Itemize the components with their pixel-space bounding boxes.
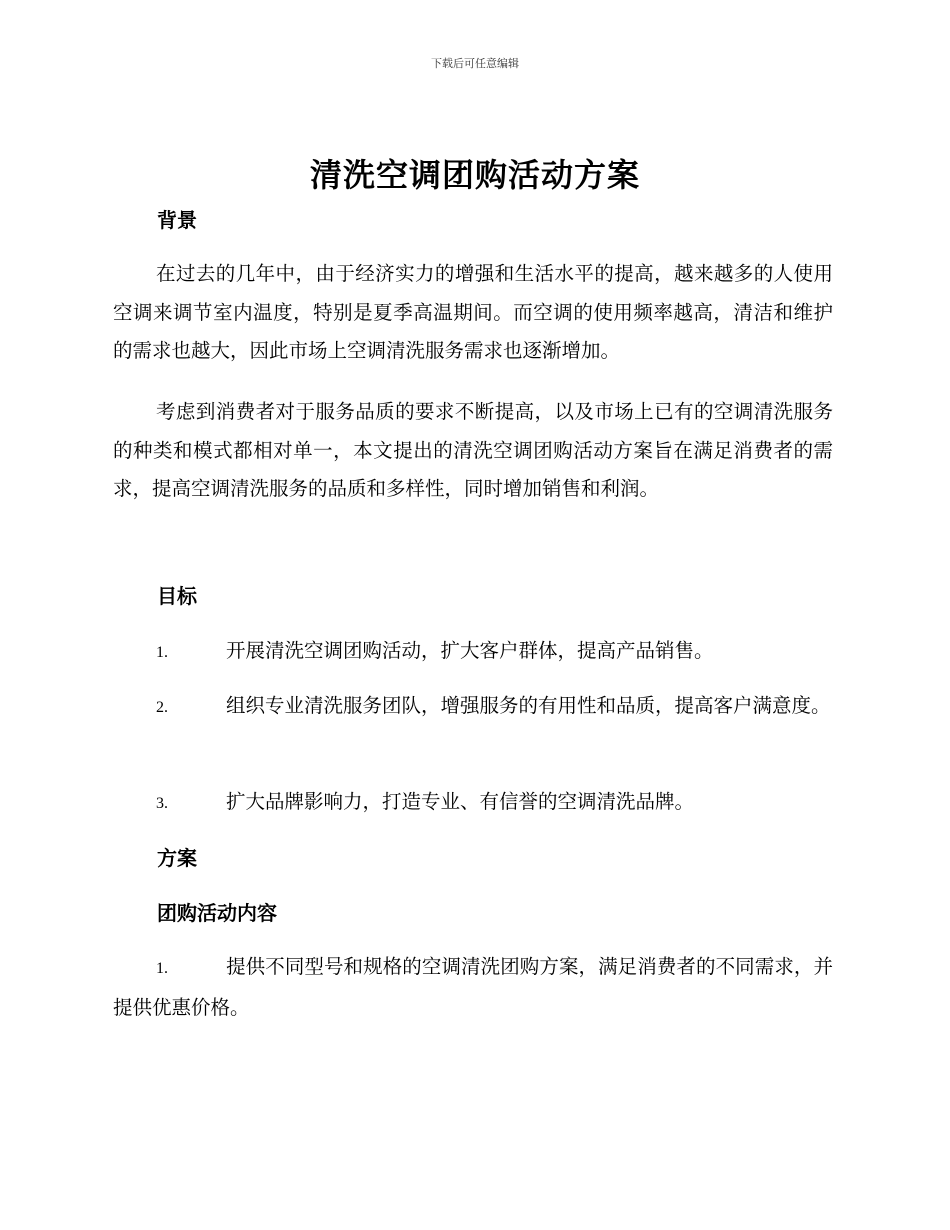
plan-text: 提供不同型号和规格的空调清洗团购方案，满足消费者的不同需求，并提供优惠价格。 <box>113 955 833 1019</box>
section-heading-background: 背景 <box>157 208 197 232</box>
goal-text: 扩大品牌影响力，打造专业、有信誉的空调清洗品牌。 <box>226 790 695 813</box>
goal-number: 1. <box>156 644 168 661</box>
plan-number: 1. <box>156 960 168 977</box>
section-heading-plan: 方案 <box>157 846 197 870</box>
goal-number: 2. <box>156 699 168 716</box>
goal-item <box>113 632 833 673</box>
goal-number: 3. <box>156 795 168 812</box>
background-paragraph-2: 考虑到消费者对于服务品质的要求不断提高，以及市场上已有的空调清洗服务的种类和模式都相对单一，本文提出的清洗空调团购活动方案旨在满足消费者的需求，提高空调清洗服务的品质和多样性，同时增加销售和利润。 <box>113 400 833 500</box>
background-paragraph-1: 在过去的几年中，由于经济实力的增强和生活水平的提高，越来越多的人使用空调来调节室内温度，特别是夏季高温期间。而空调的使用频率越高，清洁和维护的需求也越大，因此市场上空调清洗服务需求也逐渐增加。 <box>113 262 833 362</box>
document-title: 清洗空调团购活动方案 <box>309 156 640 194</box>
plan-item <box>113 948 833 1027</box>
goal-text: 组织专业清洗服务团队，增强服务的有用性和品质，提高客户满意度。 <box>226 694 831 717</box>
goal-item <box>113 687 833 728</box>
header-note: 下载后可任意编辑 <box>431 57 519 70</box>
subsection-heading-group-buy: 团购活动内容 <box>157 901 277 925</box>
goal-item <box>113 783 833 824</box>
section-heading-goals: 目标 <box>157 584 197 608</box>
goal-text: 开展清洗空调团购活动，扩大客户群体，提高产品销售。 <box>226 639 714 662</box>
